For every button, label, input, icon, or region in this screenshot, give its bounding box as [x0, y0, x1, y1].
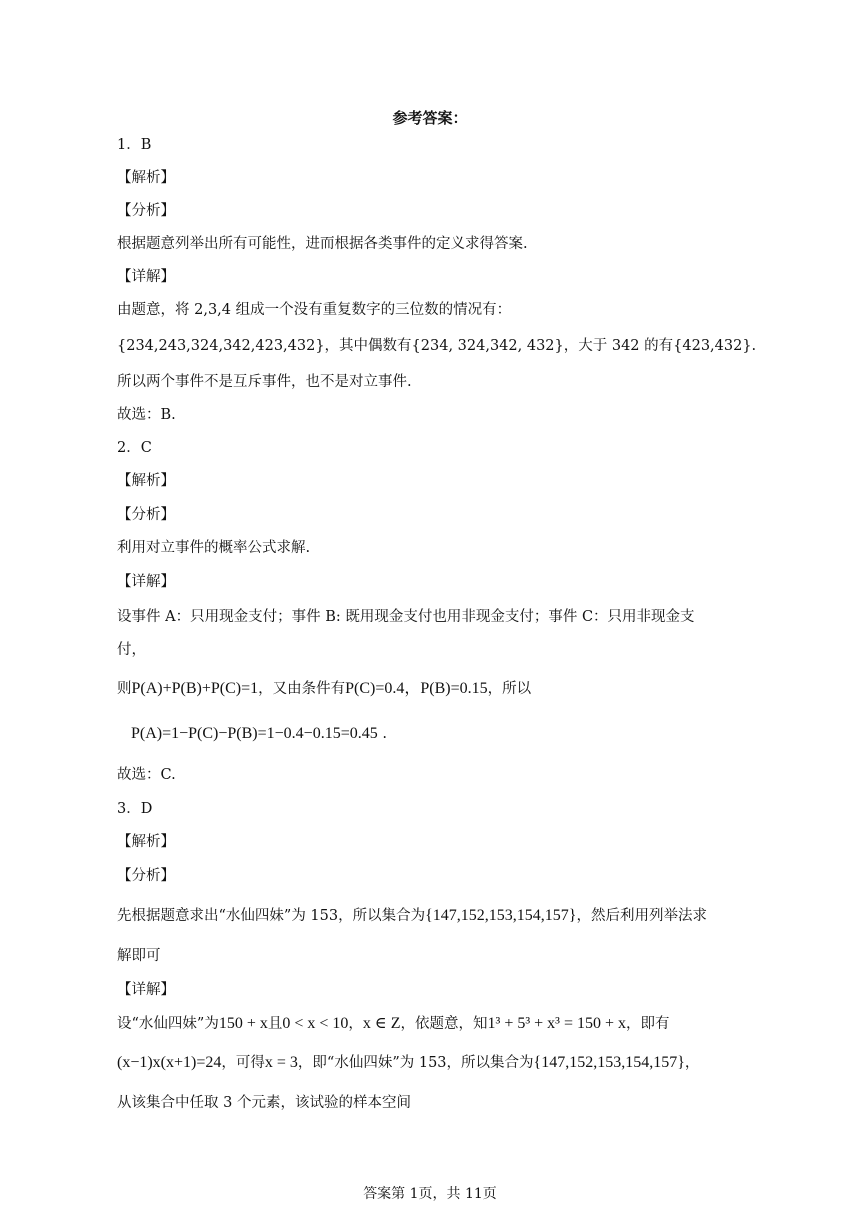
- q3-answer: 3．D: [117, 801, 153, 817]
- q3-l1-text-e: ，即有: [626, 1016, 670, 1032]
- q3-l2-set: {147,152,153,154,157}: [533, 1054, 685, 1071]
- q3-l1-text-a: 设“水仙四妹”为: [117, 1016, 219, 1032]
- q3-detail-line-2: [117, 1053, 699, 1073]
- q3-l1-text-d: ，依题意，知: [400, 1016, 488, 1032]
- q3-l2-formula-1: (x−1)x(x+1)=24: [117, 1054, 222, 1071]
- q1-fenxi-heading: 【分析】: [117, 203, 175, 219]
- q2-l3-post: ，所以: [487, 681, 532, 697]
- q3-l1-formula-4: 1³ + 5³ + x³ = 150 + x: [487, 1015, 627, 1032]
- q3-l2-text-c: ，: [684, 1055, 700, 1071]
- q3-fenxi-l1-pre: 先根据题意求出“水仙四妹”为 153，所以集合为: [117, 908, 426, 924]
- q3-l1-formula-1: 150 + x: [218, 1015, 268, 1032]
- q2-xiangjie-heading: 【详解】: [117, 574, 175, 590]
- q1-fenxi-text: 根据题意列举出所有可能性，进而根据各类事件的定义求得答案.: [117, 236, 528, 252]
- q3-fenxi-line-1: [117, 906, 707, 926]
- q2-jiexi-heading: 【解析】: [117, 473, 175, 489]
- q2-l3-mid: ，又由条件有: [258, 681, 346, 697]
- q1-jiexi-heading: 【解析】: [117, 170, 175, 186]
- q3-l2-text-a: ，可得: [221, 1055, 265, 1071]
- q3-l1-formula-3: x ∈ Z: [362, 1015, 401, 1032]
- q2-fenxi-heading: 【分析】: [117, 507, 175, 523]
- q3-detail-line-3: 从该集合中任取 3 个元素，该试验的样本空间: [117, 1095, 411, 1111]
- q1-xiangjie-heading: 【详解】: [117, 269, 175, 285]
- q1-answer: 1．B: [117, 137, 152, 153]
- q1-conclusion: 故选：B.: [117, 407, 176, 423]
- q3-detail-line-1: [117, 1014, 670, 1034]
- page-title: 参考答案：: [392, 109, 468, 127]
- q3-fenxi-l1-post: ，然后利用列举法求: [576, 908, 707, 924]
- q2-l4-post: .: [382, 726, 387, 742]
- q2-l3-formula-1: P(A)+P(B)+P(C)=1: [131, 680, 259, 697]
- q2-detail-line-3: [117, 679, 531, 699]
- q2-l3-formula-2: P(C)=0.4，P(B)=0.15: [345, 680, 488, 697]
- q1-detail-line-1: 由题意，将 2,3,4 组成一个没有重复数字的三位数的情况有：: [117, 302, 512, 318]
- q3-l1-text-c: ，: [348, 1016, 363, 1032]
- q3-l1-formula-2: 0 < x < 10: [282, 1015, 349, 1032]
- q1-detail-line-2: {234,243,324,342,423,432}，其中偶数有{234, 324,342, 432}，大于 342 的有{423,432}.: [117, 338, 757, 354]
- q2-detail-line-1: 设事件 A：只用现金支付；事件 B: 既用现金支付也用非现金支付；事件 C：只用非现金支: [117, 609, 695, 625]
- q3-fenxi-line-2: 解即可: [117, 948, 161, 964]
- q2-conclusion: 故选：C.: [117, 767, 176, 783]
- q3-jiexi-heading: 【解析】: [117, 834, 175, 850]
- q2-detail-line-2: 付，: [117, 642, 146, 658]
- q3-xiangjie-heading: 【详解】: [117, 982, 175, 998]
- q3-fenxi-set: {147,152,153,154,157}: [425, 907, 577, 924]
- q3-l2-formula-2: x = 3: [264, 1054, 298, 1071]
- q3-fenxi-heading: 【分析】: [117, 868, 175, 884]
- q2-l3-pre: 则: [117, 681, 132, 697]
- q2-fenxi-text: 利用对立事件的概率公式求解.: [117, 540, 311, 556]
- q2-detail-line-4: [131, 724, 387, 744]
- q3-l1-text-b: 且: [267, 1016, 283, 1032]
- page-footer: 答案第 1页，共 11页: [363, 1186, 497, 1202]
- q1-detail-line-3: 所以两个事件不是互斥事件，也不是对立事件.: [117, 374, 412, 390]
- q2-l4-formula: P(A)=1−P(C)−P(B)=1−0.4−0.15=0.45: [131, 725, 378, 742]
- q2-answer: 2．C: [117, 440, 152, 456]
- q3-l2-text-b: ，即“水仙四妹”为 153，所以集合为: [297, 1055, 534, 1071]
